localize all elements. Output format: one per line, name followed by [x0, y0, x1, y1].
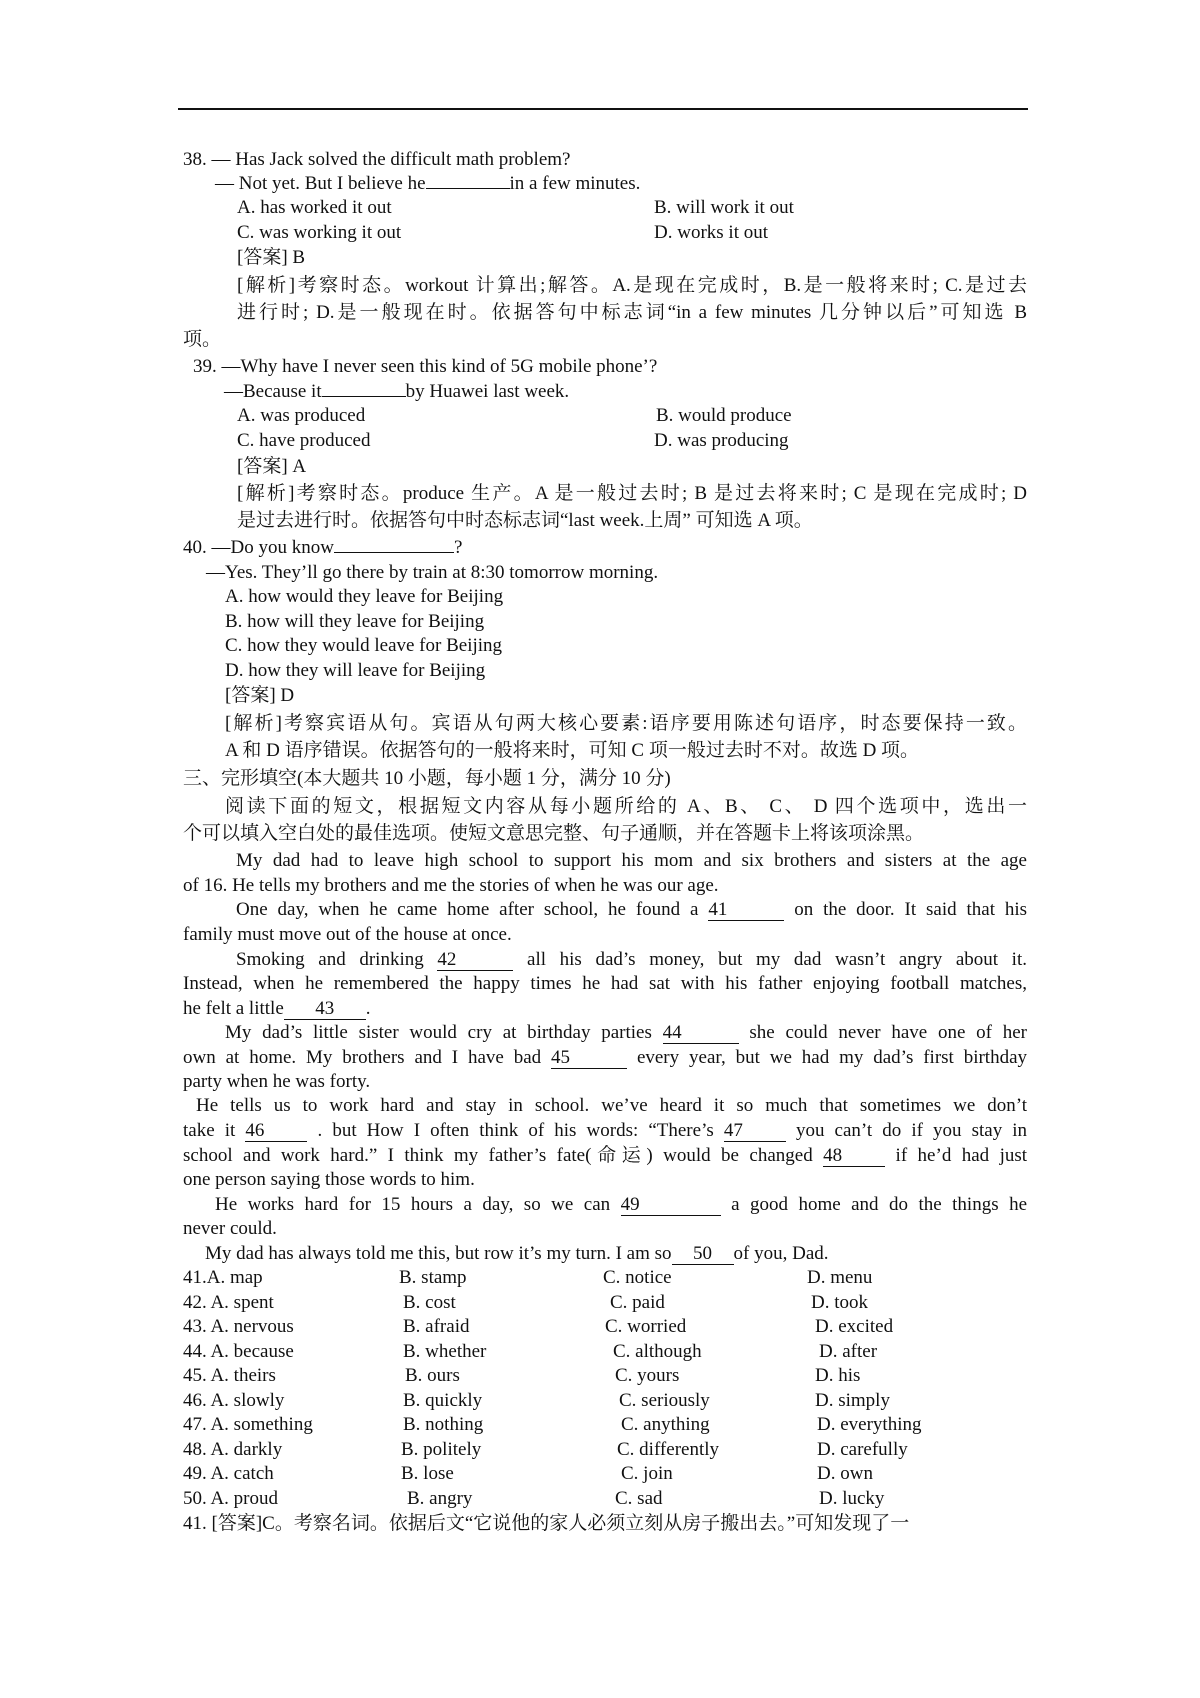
- q38-question: 38. — Has Jack solved the difficult math problem?: [183, 149, 571, 170]
- q40-explanation-2: A 和 D 语序错误。依据答句的一般将来时，可知 C 项一般过去时不对。故选 D 项。: [225, 740, 920, 761]
- passage-line: party when he was forty.: [183, 1071, 371, 1092]
- passage-line: take it 46 . but How I often think of his words: “There’s 47 you can’t do if you stay in: [183, 1120, 1028, 1141]
- passage-line: Instead, when he remembered the happy times he had sat with his father enjoying football matches,: [183, 973, 1027, 994]
- passage-line: He tells us to work hard and stay in school. we’ve heard it so much that sometimes we don’t: [196, 1095, 1027, 1116]
- passage-line: of 16. He tells my brothers and me the stories of when he was our age.: [183, 875, 719, 896]
- q40-option-b: B. how will they leave for Beijing: [225, 611, 485, 632]
- q39-reply: —Because it by Huawei last week.: [224, 381, 570, 402]
- passage-line: one person saying those words to him.: [183, 1169, 475, 1190]
- q40-explanation-1: [解析]考察宾语从句。宾语从句两大核心要素:语序要用陈述句语序，时态要保持一致。: [225, 713, 1027, 734]
- q38-option-a: A. has worked it out: [237, 197, 392, 218]
- q39-explanation-1: [解析]考察时态。produce 生产。A 是一般过去时; B 是过去将来时; C 是现在完成时; D: [237, 483, 1027, 504]
- q40-option-d: D. how they will leave for Beijing: [225, 660, 486, 681]
- q39-option-c: C. have produced: [237, 430, 371, 451]
- q38-explanation-3: 项。: [183, 329, 222, 350]
- blank-42: 42: [437, 950, 513, 971]
- passage-line: My dad’s little sister would cry at birthday parties 44 she could never have one of her: [225, 1022, 1027, 1043]
- section-3-title: 三、完形填空(本大题共 10 小题，每小题 1 分，满分 10 分): [183, 768, 671, 789]
- q38-option-c: C. was working it out: [237, 222, 402, 243]
- passage-line: He works hard for 15 hours a day, so we can 49 a good home and do the things he: [215, 1194, 1028, 1215]
- answer-41-explanation: 41. [答案]C。考察名词。依据后文“它说他的家人必须立刻从房子搬出去。”可知发现了一: [183, 1513, 910, 1534]
- q40-reply: —Yes. They’ll go there by train at 8:30 tomorrow morning.: [206, 562, 659, 583]
- passage-line: he felt a little 43 .: [183, 998, 371, 1019]
- q39-blank: [322, 396, 406, 397]
- passage-line: My dad has always told me this, but row it’s my turn. I am so 50 of you, Dad.: [205, 1243, 829, 1264]
- blank-41: 41: [708, 900, 784, 921]
- q39-question: 39. —Why have I never seen this kind of 5G mobile phone’?: [193, 356, 658, 377]
- header-rule: [178, 108, 1028, 110]
- q40-blank: [334, 552, 454, 553]
- q38-explanation-1: [解析]考察时态。workout 计算出;解答。A.是现在完成时，B.是一般将来时; C.是过去: [237, 275, 1027, 296]
- q38-explanation-2: 进行时; D.是一般现在时。依据答句中标志词“in a few minutes 几分钟以后”可知选 B: [237, 302, 1027, 323]
- q40-answer: [答案] D: [225, 685, 295, 706]
- q40-option-c: C. how they would leave for Beijing: [225, 635, 503, 656]
- section-3-instruction-2: 个可以填入空白处的最佳选项。使短文意思完整、句子通顺，并在答题卡上将该项涂黑。: [183, 823, 925, 844]
- passage-line: school and work hard.” I think my father’s fate(命运) would be changed 48 if he’d had just: [183, 1145, 1028, 1166]
- q39-option-b: B. would produce: [656, 405, 792, 426]
- blank-43: 43: [284, 999, 366, 1020]
- blank-45: 45: [551, 1048, 627, 1069]
- q39-option-a: A. was produced: [237, 405, 366, 426]
- q38-blank: [426, 188, 510, 189]
- blank-47: 47: [724, 1121, 786, 1142]
- q39-explanation-2: 是过去进行时。依据答句中时态标志词“last week.上周” 可知选 A 项。: [237, 510, 813, 531]
- passage-line: never could.: [183, 1218, 277, 1239]
- q38-reply: — Not yet. But I believe he in a few minutes.: [215, 173, 641, 194]
- q40-option-a: A. how would they leave for Beijing: [225, 586, 504, 607]
- q38-answer: [答案] B: [237, 247, 306, 268]
- passage-line: Smoking and drinking 42 all his dad’s money, but my dad wasn’t angry about it.: [236, 949, 1027, 970]
- blank-48: 48: [823, 1146, 885, 1167]
- section-3-instruction-1: 阅读下面的短文，根据短文内容从每小题所给的 A、B、 C、 D 四个选项中，选出一: [225, 796, 1027, 817]
- passage-line: My dad had to leave high school to support his mom and six brothers and sisters at the age: [236, 850, 1027, 871]
- passage-line: One day, when he came home after school, he found a 41 on the door. It said that his: [236, 899, 1028, 920]
- blank-46: 46: [245, 1121, 307, 1142]
- q38-option-d: D. works it out: [654, 222, 768, 243]
- passage-line: family must move out of the house at once.: [183, 924, 512, 945]
- blank-50: 50: [672, 1244, 734, 1265]
- q39-option-d: D. was producing: [654, 430, 789, 451]
- q40-question: 40. —Do you know ?: [183, 537, 463, 558]
- passage-line: own at home. My brothers and I have bad 45 every year, but we had my dad’s first birthday: [183, 1047, 1028, 1068]
- blank-49: 49: [621, 1195, 721, 1216]
- blank-44: 44: [663, 1023, 739, 1044]
- q38-option-b: B. will work it out: [654, 197, 794, 218]
- q39-answer: [答案] A: [237, 456, 307, 477]
